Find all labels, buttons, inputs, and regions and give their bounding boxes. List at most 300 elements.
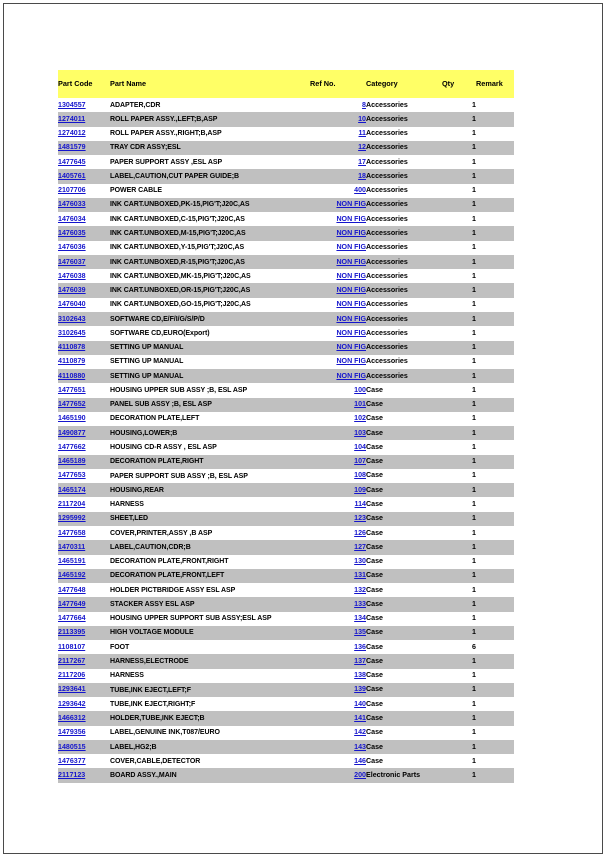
cell-part-code xyxy=(58,683,110,697)
ref-no-link[interactable]: NON FIG xyxy=(336,271,366,280)
cell-part-name: DECORATION PLATE,LEFT xyxy=(110,412,310,426)
ref-no-link[interactable]: NON FIG xyxy=(336,314,366,323)
ref-no-link[interactable]: 114 xyxy=(354,500,366,509)
table-row[interactable] xyxy=(58,141,514,155)
cell-category: Case xyxy=(366,640,442,654)
table-row[interactable] xyxy=(58,341,514,355)
part-code-link[interactable]: 1465190 xyxy=(58,414,86,423)
part-code-link[interactable]: 1465174 xyxy=(58,485,86,494)
part-code-link[interactable]: 2117123 xyxy=(58,771,86,780)
cell-ref-no xyxy=(310,369,366,383)
part-code-link[interactable]: 1295992 xyxy=(58,514,86,523)
table-row[interactable] xyxy=(58,683,514,697)
cell-qty: 1 xyxy=(442,497,476,511)
table-row[interactable] xyxy=(58,483,514,497)
table-row[interactable] xyxy=(58,640,514,654)
table-row[interactable] xyxy=(58,226,514,240)
part-code-link[interactable]: 1274011 xyxy=(58,114,86,123)
cell-category: Case xyxy=(366,711,442,725)
cell-category: Case xyxy=(366,497,442,511)
ref-no-link[interactable]: 140 xyxy=(354,699,366,708)
part-code-link[interactable]: 2117267 xyxy=(58,656,86,665)
cell-part-name: INK CART.UNBOXED,GO-15,PIG'T;J20C,AS xyxy=(110,298,310,312)
cell-remark xyxy=(476,255,514,269)
cell-qty: 1 xyxy=(442,112,476,126)
cell-remark xyxy=(476,512,514,526)
part-code-link[interactable]: 1476039 xyxy=(58,286,86,295)
table-row[interactable] xyxy=(58,512,514,526)
table-row[interactable] xyxy=(58,540,514,554)
part-code-link[interactable]: 1477662 xyxy=(58,442,86,451)
cell-qty: 1 xyxy=(442,127,476,141)
cell-qty: 1 xyxy=(442,98,476,112)
ref-no-link[interactable]: 104 xyxy=(354,442,366,451)
table-row[interactable] xyxy=(58,711,514,725)
ref-no-link[interactable]: 101 xyxy=(354,400,366,409)
table-row[interactable] xyxy=(58,98,514,112)
table-row[interactable] xyxy=(58,412,514,426)
cell-remark xyxy=(476,369,514,383)
table-row[interactable] xyxy=(58,526,514,540)
cell-category: Case xyxy=(366,626,442,640)
part-code-link[interactable]: 1477651 xyxy=(58,385,86,394)
ref-no-link[interactable]: NON FIG xyxy=(336,343,366,352)
part-code-link[interactable]: 1479356 xyxy=(58,728,86,737)
cell-qty: 1 xyxy=(442,711,476,725)
cell-category: Case xyxy=(366,683,442,697)
cell-remark xyxy=(476,298,514,312)
part-code-link[interactable]: 1477645 xyxy=(58,157,86,166)
cell-part-name: LABEL,CAUTION,CUT PAPER GUIDE;B xyxy=(110,169,310,183)
cell-remark xyxy=(476,469,514,483)
cell-category: Accessories xyxy=(366,155,442,169)
table-row[interactable] xyxy=(58,169,514,183)
cell-ref-no xyxy=(310,169,366,183)
cell-qty: 1 xyxy=(442,612,476,626)
ref-no-link[interactable]: 136 xyxy=(354,642,366,651)
ref-no-link[interactable]: 132 xyxy=(354,585,366,594)
cell-part-name: LABEL,GENUINE INK,T087/EURO xyxy=(110,726,310,740)
cell-category: Accessories xyxy=(366,312,442,326)
cell-remark xyxy=(476,312,514,326)
ref-no-link[interactable]: NON FIG xyxy=(336,200,366,209)
part-code-link[interactable]: 3102643 xyxy=(58,314,86,323)
cell-part-code xyxy=(58,398,110,412)
table-row[interactable] xyxy=(58,155,514,169)
table-row[interactable] xyxy=(58,555,514,569)
table-row[interactable] xyxy=(58,326,514,340)
cell-category: Case xyxy=(366,754,442,768)
cell-remark xyxy=(476,483,514,497)
cell-part-code xyxy=(58,512,110,526)
cell-part-code xyxy=(58,669,110,683)
cell-ref-no xyxy=(310,626,366,640)
ref-no-link[interactable]: NON FIG xyxy=(336,243,366,252)
cell-part-code xyxy=(58,369,110,383)
cell-category: Accessories xyxy=(366,198,442,212)
cell-remark xyxy=(476,269,514,283)
cell-ref-no xyxy=(310,669,366,683)
cell-ref-no xyxy=(310,540,366,554)
cell-remark xyxy=(476,198,514,212)
cell-part-name: SETTING UP MANUAL xyxy=(110,355,310,369)
table-row[interactable] xyxy=(58,440,514,454)
cell-category: Accessories xyxy=(366,269,442,283)
cell-ref-no xyxy=(310,711,366,725)
table-row[interactable] xyxy=(58,241,514,255)
ref-no-link[interactable]: 103 xyxy=(354,428,366,437)
table-row[interactable] xyxy=(58,255,514,269)
cell-part-name: BOARD ASSY.,MAIN xyxy=(110,768,310,782)
cell-part-code xyxy=(58,112,110,126)
ref-no-link[interactable]: 137 xyxy=(354,656,366,665)
table-row[interactable] xyxy=(58,726,514,740)
cell-ref-no xyxy=(310,98,366,112)
cell-category: Accessories xyxy=(366,212,442,226)
ref-no-link[interactable]: NON FIG xyxy=(336,371,366,380)
cell-category: Case xyxy=(366,440,442,454)
cell-ref-no xyxy=(310,597,366,611)
part-code-link[interactable]: 1405761 xyxy=(58,171,86,180)
cell-remark xyxy=(476,697,514,711)
part-code-link[interactable]: 2113395 xyxy=(58,628,86,637)
cell-ref-no xyxy=(310,497,366,511)
ref-no-link[interactable]: 139 xyxy=(354,685,366,694)
column-header-category[interactable]: Category xyxy=(366,70,442,98)
cell-qty: 1 xyxy=(442,255,476,269)
part-code-link[interactable]: 1480515 xyxy=(58,742,86,751)
cell-qty: 1 xyxy=(442,768,476,782)
cell-category: Accessories xyxy=(366,141,442,155)
cell-part-name: POWER CABLE xyxy=(110,184,310,198)
part-code-link[interactable]: 2107706 xyxy=(58,186,86,195)
cell-ref-no xyxy=(310,341,366,355)
column-header-remark[interactable]: Remark xyxy=(476,70,514,98)
table-row[interactable] xyxy=(58,569,514,583)
ref-no-link[interactable]: NON FIG xyxy=(336,300,366,309)
part-code-link[interactable]: 1293642 xyxy=(58,699,86,708)
part-code-link[interactable]: 1476034 xyxy=(58,214,86,223)
cell-part-name: ADAPTER,CDR xyxy=(110,98,310,112)
cell-part-name: INK CART.UNBOXED,Y-15,PIG'T;J20C,AS xyxy=(110,241,310,255)
ref-no-link[interactable]: 400 xyxy=(354,186,366,195)
cell-ref-no xyxy=(310,184,366,198)
table-row[interactable] xyxy=(58,697,514,711)
cell-part-code xyxy=(58,726,110,740)
cell-category: Accessories xyxy=(366,341,442,355)
table-row[interactable] xyxy=(58,455,514,469)
cell-qty: 1 xyxy=(442,754,476,768)
part-code-link[interactable]: 2117204 xyxy=(58,500,86,509)
cell-ref-no xyxy=(310,555,366,569)
cell-part-code xyxy=(58,768,110,782)
ref-no-link[interactable]: 18 xyxy=(358,171,366,180)
cell-remark xyxy=(476,768,514,782)
ref-no-link[interactable]: 133 xyxy=(354,599,366,608)
part-code-link[interactable]: 1466312 xyxy=(58,714,86,722)
ref-no-link[interactable]: 12 xyxy=(358,143,366,152)
ref-no-link[interactable]: 17 xyxy=(358,157,366,166)
ref-no-link[interactable]: NON FIG xyxy=(336,328,366,337)
ref-no-link[interactable]: NON FIG xyxy=(336,214,366,223)
ref-no-link[interactable]: 130 xyxy=(354,557,366,566)
part-code-link[interactable]: 1476033 xyxy=(58,200,86,209)
part-code-link[interactable]: 1465192 xyxy=(58,571,86,580)
cell-qty: 1 xyxy=(442,669,476,683)
cell-qty: 1 xyxy=(442,683,476,697)
ref-no-link[interactable]: 141 xyxy=(354,714,366,722)
part-code-link[interactable]: 1470311 xyxy=(58,542,86,551)
cell-remark xyxy=(476,127,514,141)
cell-part-code xyxy=(58,412,110,426)
cell-qty: 1 xyxy=(442,355,476,369)
cell-category: Case xyxy=(366,483,442,497)
table-row[interactable] xyxy=(58,355,514,369)
ref-no-link[interactable]: 134 xyxy=(354,614,366,623)
cell-ref-no xyxy=(310,198,366,212)
cell-part-name: INK CART.UNBOXED,R-15,PIG'T;J20C,AS xyxy=(110,255,310,269)
part-code-link[interactable]: 1274012 xyxy=(58,129,86,138)
cell-qty: 1 xyxy=(442,226,476,240)
table-row[interactable] xyxy=(58,654,514,668)
ref-no-link[interactable]: NON FIG xyxy=(336,286,366,295)
cell-part-code xyxy=(58,626,110,640)
cell-part-code xyxy=(58,127,110,141)
cell-part-code xyxy=(58,597,110,611)
cell-category: Case xyxy=(366,426,442,440)
part-code-link[interactable]: 1476038 xyxy=(58,271,86,280)
ref-no-link[interactable]: 11 xyxy=(358,129,366,138)
cell-remark xyxy=(476,98,514,112)
cell-ref-no xyxy=(310,440,366,454)
part-code-link[interactable]: 1477658 xyxy=(58,528,86,537)
cell-part-name: SETTING UP MANUAL xyxy=(110,369,310,383)
column-header-ref-no[interactable]: Ref No. xyxy=(310,70,366,98)
cell-part-code xyxy=(58,612,110,626)
table-row[interactable] xyxy=(58,312,514,326)
part-code-link[interactable]: 1476377 xyxy=(58,756,86,765)
cell-ref-no xyxy=(310,155,366,169)
cell-part-name: INK CART.UNBOXED,PK-15,PIG'T;J20C,AS xyxy=(110,198,310,212)
cell-part-name: TUBE,INK EJECT,LEFT;F xyxy=(110,683,310,697)
cell-part-code xyxy=(58,298,110,312)
part-code-link[interactable]: 1477648 xyxy=(58,585,86,594)
ref-no-link[interactable]: 10 xyxy=(358,114,366,123)
ref-no-link[interactable]: 109 xyxy=(354,485,366,494)
table-row[interactable] xyxy=(58,398,514,412)
cell-qty: 1 xyxy=(442,654,476,668)
cell-part-name: SOFTWARE CD,E/F/I/G/S/P/D xyxy=(110,312,310,326)
cell-qty: 1 xyxy=(442,298,476,312)
cell-ref-no xyxy=(310,697,366,711)
cell-category: Accessories xyxy=(366,255,442,269)
table-row[interactable] xyxy=(58,669,514,683)
cell-part-name: HIGH VOLTAGE MODULE xyxy=(110,626,310,640)
cell-part-name: PANEL SUB ASSY ;B, ESL ASP xyxy=(110,398,310,412)
ref-no-link[interactable]: 131 xyxy=(354,571,366,580)
table-row[interactable] xyxy=(58,369,514,383)
ref-no-link[interactable]: 138 xyxy=(354,671,366,680)
table-row[interactable] xyxy=(58,469,514,483)
cell-ref-no xyxy=(310,398,366,412)
cell-part-code xyxy=(58,255,110,269)
cell-part-name: HARNESS,ELECTRODE xyxy=(110,654,310,668)
ref-no-link[interactable]: 102 xyxy=(354,414,366,423)
part-code-link[interactable]: 1477664 xyxy=(58,614,86,623)
part-code-link[interactable]: 4110878 xyxy=(58,343,86,352)
cell-ref-no xyxy=(310,383,366,397)
cell-part-code xyxy=(58,483,110,497)
part-code-link[interactable]: 1476036 xyxy=(58,243,86,252)
cell-part-code xyxy=(58,555,110,569)
cell-remark xyxy=(476,355,514,369)
part-code-link[interactable]: 1293641 xyxy=(58,685,86,694)
cell-qty: 1 xyxy=(442,241,476,255)
cell-part-name: LABEL,HG2;B xyxy=(110,740,310,754)
cell-qty: 1 xyxy=(442,283,476,297)
cell-category: Case xyxy=(366,697,442,711)
cell-qty: 1 xyxy=(442,412,476,426)
cell-ref-no xyxy=(310,226,366,240)
ref-no-link[interactable]: 200 xyxy=(354,771,366,780)
part-code-link[interactable]: 1476040 xyxy=(58,300,86,309)
cell-part-code xyxy=(58,455,110,469)
part-code-link[interactable]: 1304557 xyxy=(58,100,86,109)
cell-qty: 1 xyxy=(442,312,476,326)
ref-no-link[interactable]: 135 xyxy=(354,628,366,637)
ref-no-link[interactable]: 8 xyxy=(362,100,366,109)
part-code-link[interactable]: 1481579 xyxy=(58,143,86,152)
part-code-link[interactable]: 4110879 xyxy=(58,357,86,366)
ref-no-link[interactable]: 126 xyxy=(354,528,366,537)
part-code-link[interactable]: 3102645 xyxy=(58,328,86,337)
cell-part-code xyxy=(58,426,110,440)
cell-part-name: STACKER ASSY ESL ASP xyxy=(110,597,310,611)
part-code-link[interactable]: 1476037 xyxy=(58,257,86,266)
table-row[interactable] xyxy=(58,184,514,198)
part-code-link[interactable]: 4110880 xyxy=(58,371,86,380)
cell-remark xyxy=(476,455,514,469)
cell-category: Case xyxy=(366,569,442,583)
ref-no-link[interactable]: 143 xyxy=(354,742,366,751)
ref-no-link[interactable]: 108 xyxy=(354,471,366,480)
table-row[interactable] xyxy=(58,754,514,768)
parts-table xyxy=(58,70,514,783)
table-row[interactable] xyxy=(58,740,514,754)
cell-part-name: SHEET,LED xyxy=(110,512,310,526)
cell-category: Accessories xyxy=(366,326,442,340)
ref-no-link[interactable]: NON FIG xyxy=(336,257,366,266)
cell-part-name: TUBE,INK EJECT,RIGHT;F xyxy=(110,697,310,711)
cell-remark xyxy=(476,440,514,454)
cell-category: Case xyxy=(366,512,442,526)
cell-ref-no xyxy=(310,326,366,340)
cell-ref-no xyxy=(310,654,366,668)
cell-remark xyxy=(476,326,514,340)
table-row[interactable] xyxy=(58,198,514,212)
cell-remark xyxy=(476,711,514,725)
cell-remark xyxy=(476,669,514,683)
cell-category: Case xyxy=(366,540,442,554)
table-row[interactable] xyxy=(58,597,514,611)
column-header-part-code[interactable]: Part Code xyxy=(58,70,110,98)
part-code-link[interactable]: 1477649 xyxy=(58,599,86,608)
cell-part-code xyxy=(58,711,110,725)
cell-ref-no xyxy=(310,355,366,369)
cell-ref-no xyxy=(310,683,366,697)
cell-qty: 1 xyxy=(442,455,476,469)
column-header-qty[interactable]: Qty xyxy=(442,70,476,98)
part-code-link[interactable]: 1465189 xyxy=(58,457,86,466)
cell-remark xyxy=(476,640,514,654)
part-code-link[interactable]: 1477652 xyxy=(58,400,86,409)
column-header-part-name[interactable]: Part Name xyxy=(110,70,310,98)
table-row[interactable] xyxy=(58,298,514,312)
cell-ref-no xyxy=(310,426,366,440)
table-row[interactable] xyxy=(58,283,514,297)
ref-no-link[interactable]: NON FIG xyxy=(336,228,366,237)
cell-qty: 1 xyxy=(442,740,476,754)
table-row[interactable] xyxy=(58,583,514,597)
cell-ref-no xyxy=(310,241,366,255)
cell-part-code xyxy=(58,184,110,198)
table-row[interactable] xyxy=(58,426,514,440)
cell-part-code xyxy=(58,640,110,654)
table-row[interactable] xyxy=(58,269,514,283)
cell-category: Accessories xyxy=(366,98,442,112)
cell-part-name: HOLDER,TUBE,INK EJECT;B xyxy=(110,711,310,725)
cell-qty: 1 xyxy=(442,141,476,155)
cell-part-name: ROLL PAPER ASSY.,LEFT;B,ASP xyxy=(110,112,310,126)
part-code-link[interactable]: 2117206 xyxy=(58,671,86,680)
cell-qty: 1 xyxy=(442,326,476,340)
table-row[interactable] xyxy=(58,383,514,397)
cell-part-name: COVER,PRINTER,ASSY ,B ASP xyxy=(110,526,310,540)
cell-ref-no xyxy=(310,526,366,540)
cell-part-name: INK CART.UNBOXED,MK-15,PIG'T;J20C,AS xyxy=(110,269,310,283)
parts-table-body xyxy=(58,98,514,783)
part-code-link[interactable]: 1477653 xyxy=(58,471,86,480)
ref-no-link[interactable]: 142 xyxy=(354,728,366,737)
table-row[interactable] xyxy=(58,612,514,626)
table-row[interactable] xyxy=(58,112,514,126)
table-row[interactable] xyxy=(58,127,514,141)
part-code-link[interactable]: 1476035 xyxy=(58,228,86,237)
ref-no-link[interactable]: 107 xyxy=(354,457,366,466)
cell-category: Accessories xyxy=(366,226,442,240)
cell-part-code xyxy=(58,583,110,597)
part-code-link[interactable]: 1108107 xyxy=(58,642,86,651)
ref-no-link[interactable]: 100 xyxy=(354,385,366,394)
cell-category: Case xyxy=(366,654,442,668)
cell-qty: 1 xyxy=(442,555,476,569)
part-code-link[interactable]: 1490877 xyxy=(58,428,86,437)
cell-category: Accessories xyxy=(366,241,442,255)
cell-remark xyxy=(476,155,514,169)
ref-no-link[interactable]: 146 xyxy=(354,756,366,765)
ref-no-link[interactable]: 127 xyxy=(354,542,366,551)
table-row[interactable] xyxy=(58,626,514,640)
cell-remark xyxy=(476,555,514,569)
cell-part-name: INK CART.UNBOXED,M-15,PIG'T;J20C,AS xyxy=(110,226,310,240)
table-row[interactable] xyxy=(58,497,514,511)
part-code-link[interactable]: 1465191 xyxy=(58,557,86,566)
ref-no-link[interactable]: NON FIG xyxy=(336,357,366,366)
ref-no-link[interactable]: 123 xyxy=(354,514,366,523)
cell-category: Accessories xyxy=(366,184,442,198)
table-row[interactable] xyxy=(58,768,514,782)
table-row[interactable] xyxy=(58,212,514,226)
